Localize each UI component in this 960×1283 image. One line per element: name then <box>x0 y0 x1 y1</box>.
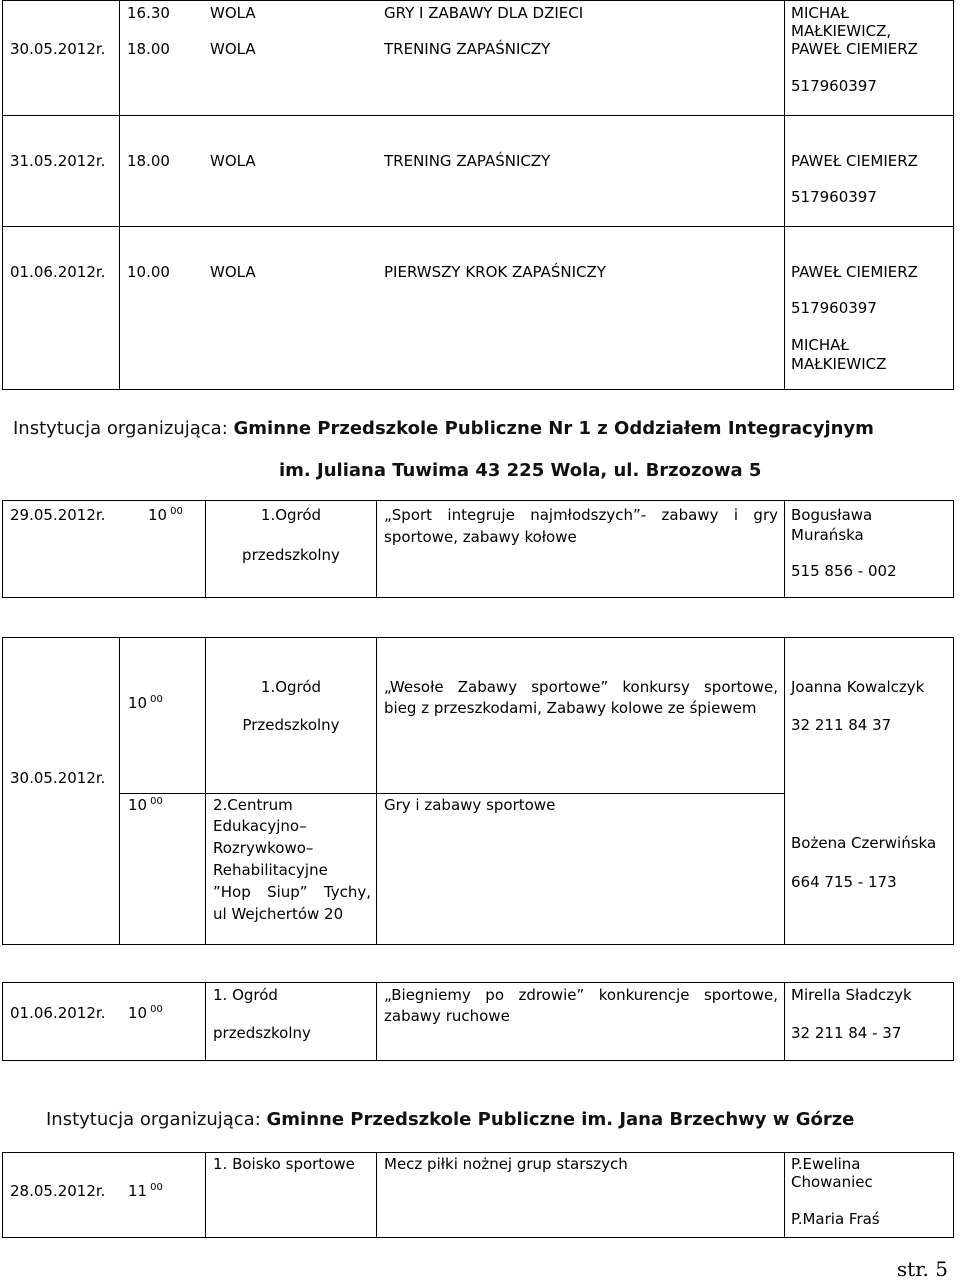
time-cell: 16.30 <box>127 4 170 22</box>
table-border <box>784 637 785 945</box>
table-border <box>953 1152 954 1238</box>
contact-line: PAWEŁ CIEMIERZ <box>791 152 918 170</box>
table-border <box>953 637 954 945</box>
table-border <box>2 226 954 227</box>
table-border <box>2 500 954 501</box>
time-cell: 11 $^{00}$ <box>128 1182 163 1200</box>
contact-line: MICHAŁ <box>791 336 849 354</box>
table-border <box>2 0 3 390</box>
contact-line: MAŁKIEWICZ <box>791 355 887 373</box>
table-border <box>205 1152 206 1238</box>
page-number: str. 5 <box>896 1257 948 1281</box>
contact-line: PAWEŁ CIEMIERZ <box>791 263 918 281</box>
event-cell: „Sport integruje najmłodszych”- zabawy i gry <box>384 506 778 524</box>
contact-phone: 664 715 - 173 <box>791 873 897 891</box>
contact-line: Bożena Czerwińska <box>791 834 937 852</box>
event-cell: TRENING ZAPAŚNICZY <box>384 152 551 170</box>
event-cell: „Biegniemy po zdrowie” konkurencje sportowe, <box>384 986 778 1004</box>
institution-header <box>46 1109 854 1131</box>
place-cell: ul Wejchertów 20 <box>213 905 344 923</box>
place-cell: 2.Centrum <box>213 796 293 814</box>
table-border <box>119 0 120 390</box>
institution-label: Instytucja organizująca: <box>13 418 228 439</box>
contact-phone: 32 211 84 - 37 <box>791 1024 902 1042</box>
contact-line: MAŁKIEWICZ, <box>791 22 892 40</box>
date-cell: 01.06.2012r. <box>10 1004 106 1022</box>
table-border <box>784 1152 785 1238</box>
date-cell: 30.05.2012r. <box>10 40 106 58</box>
table-border <box>2 500 3 598</box>
table-border <box>2 982 3 1061</box>
place-cell: ”Hop Siup” Tychy, <box>213 883 371 901</box>
place-cell: Edukacyjno– <box>213 817 307 835</box>
contact-line: Murańska <box>791 526 864 544</box>
table-border <box>2 597 954 598</box>
contact-line: Chowaniec <box>791 1173 873 1191</box>
table-border <box>2 944 954 945</box>
table-border <box>2 115 954 116</box>
time-cell: 10.00 <box>127 263 170 281</box>
time-cell: 10 $^{00}$ <box>148 506 183 524</box>
table-border <box>119 637 120 945</box>
time-cell: 10 $^{00}$ <box>128 694 163 712</box>
place-cell: 1. Boisko sportowe <box>213 1155 355 1173</box>
time-cell: 10 $^{00}$ <box>128 1004 163 1022</box>
time-cell: 18.00 <box>127 152 170 170</box>
contact-line: Bogusława <box>791 506 873 524</box>
place-cell: 1.Ogród <box>260 678 322 696</box>
table-border <box>2 0 954 1</box>
table-border <box>953 500 954 598</box>
time-cell: 18.00 <box>127 40 170 58</box>
contact-line: Mirella Sładczyk <box>791 986 912 1004</box>
place-cell: Rehabilitacyjne <box>213 861 328 879</box>
place-cell: WOLA <box>210 152 256 170</box>
table-border <box>376 982 377 1061</box>
date-cell: 01.06.2012r. <box>10 263 106 281</box>
contact-line: P.Ewelina <box>791 1155 861 1173</box>
event-cell: bieg z przeszkodami, Zabawy kolowe ze śpiewem <box>384 699 757 717</box>
institution-header <box>13 418 874 440</box>
contact-phone: 515 856 - 002 <box>791 562 897 580</box>
institution-name: Gminne Przedszkole Publiczne im. Jana Brzechwy w Górze <box>266 1109 855 1130</box>
date-cell: 30.05.2012r. <box>10 769 106 787</box>
table-border <box>2 1152 3 1238</box>
place-cell: WOLA <box>210 40 256 58</box>
table-border <box>784 982 785 1061</box>
event-cell: Gry i zabawy sportowe <box>384 796 556 814</box>
contact-line: Joanna Kowalczyk <box>791 678 925 696</box>
table-border <box>2 982 954 983</box>
event-cell: PIERWSZY KROK ZAPAŚNICZY <box>384 263 606 281</box>
table-border <box>2 637 3 945</box>
table-border <box>784 0 785 390</box>
table-border <box>2 637 954 638</box>
place-cell: Rozrywkowo– <box>213 839 314 857</box>
table-border <box>2 1152 954 1153</box>
contact-phone: 517960397 <box>791 299 877 317</box>
place-cell: 1. Ogród <box>213 986 278 1004</box>
contact-line: MICHAŁ <box>791 4 849 22</box>
place-cell: przedszkolny <box>242 546 340 564</box>
contact-phone: 517960397 <box>791 188 877 206</box>
table-border <box>205 982 206 1061</box>
place-cell: przedszkolny <box>213 1024 311 1042</box>
contact-line: PAWEŁ CIEMIERZ <box>791 40 918 58</box>
place-cell: Przedszkolny <box>242 716 340 734</box>
table-border <box>2 1060 954 1061</box>
date-cell: 29.05.2012r. <box>10 506 106 524</box>
date-cell: 31.05.2012r. <box>10 152 106 170</box>
event-cell: TRENING ZAPAŚNICZY <box>384 40 551 58</box>
table-border <box>953 982 954 1061</box>
table-border <box>2 389 954 390</box>
table-border <box>2 1237 954 1238</box>
contact-line: P.Maria Fraś <box>791 1210 880 1228</box>
institution-address <box>279 460 761 482</box>
table-border <box>953 0 954 390</box>
time-cell: 10 $^{00}$ <box>128 796 163 814</box>
table-border <box>784 500 785 598</box>
event-cell: Mecz piłki nożnej grup starszych <box>384 1155 628 1173</box>
event-cell: zabawy ruchowe <box>384 1007 510 1025</box>
institution-label: Instytucja organizująca: <box>46 1109 261 1130</box>
table-border <box>376 1152 377 1238</box>
event-cell: GRY I ZABAWY DLA DZIECI <box>384 4 584 22</box>
contact-phone: 32 211 84 37 <box>791 716 892 734</box>
place-cell: WOLA <box>210 4 256 22</box>
institution-address-text: im. Juliana Tuwima 43 225 Wola, ul. Brzozowa 5 <box>279 460 762 481</box>
place-cell: 1.Ogród <box>260 506 322 524</box>
contact-phone: 517960397 <box>791 77 877 95</box>
event-cell: „Wesołe Zabawy sportowe” konkursy sportowe, <box>384 678 778 696</box>
table-border <box>119 793 785 794</box>
place-cell: WOLA <box>210 263 256 281</box>
event-cell: sportowe, zabawy kołowe <box>384 528 577 546</box>
institution-name: Gminne Przedszkole Publiczne Nr 1 z Oddziałem Integracyjnym <box>233 418 874 439</box>
date-cell: 28.05.2012r. <box>10 1182 106 1200</box>
